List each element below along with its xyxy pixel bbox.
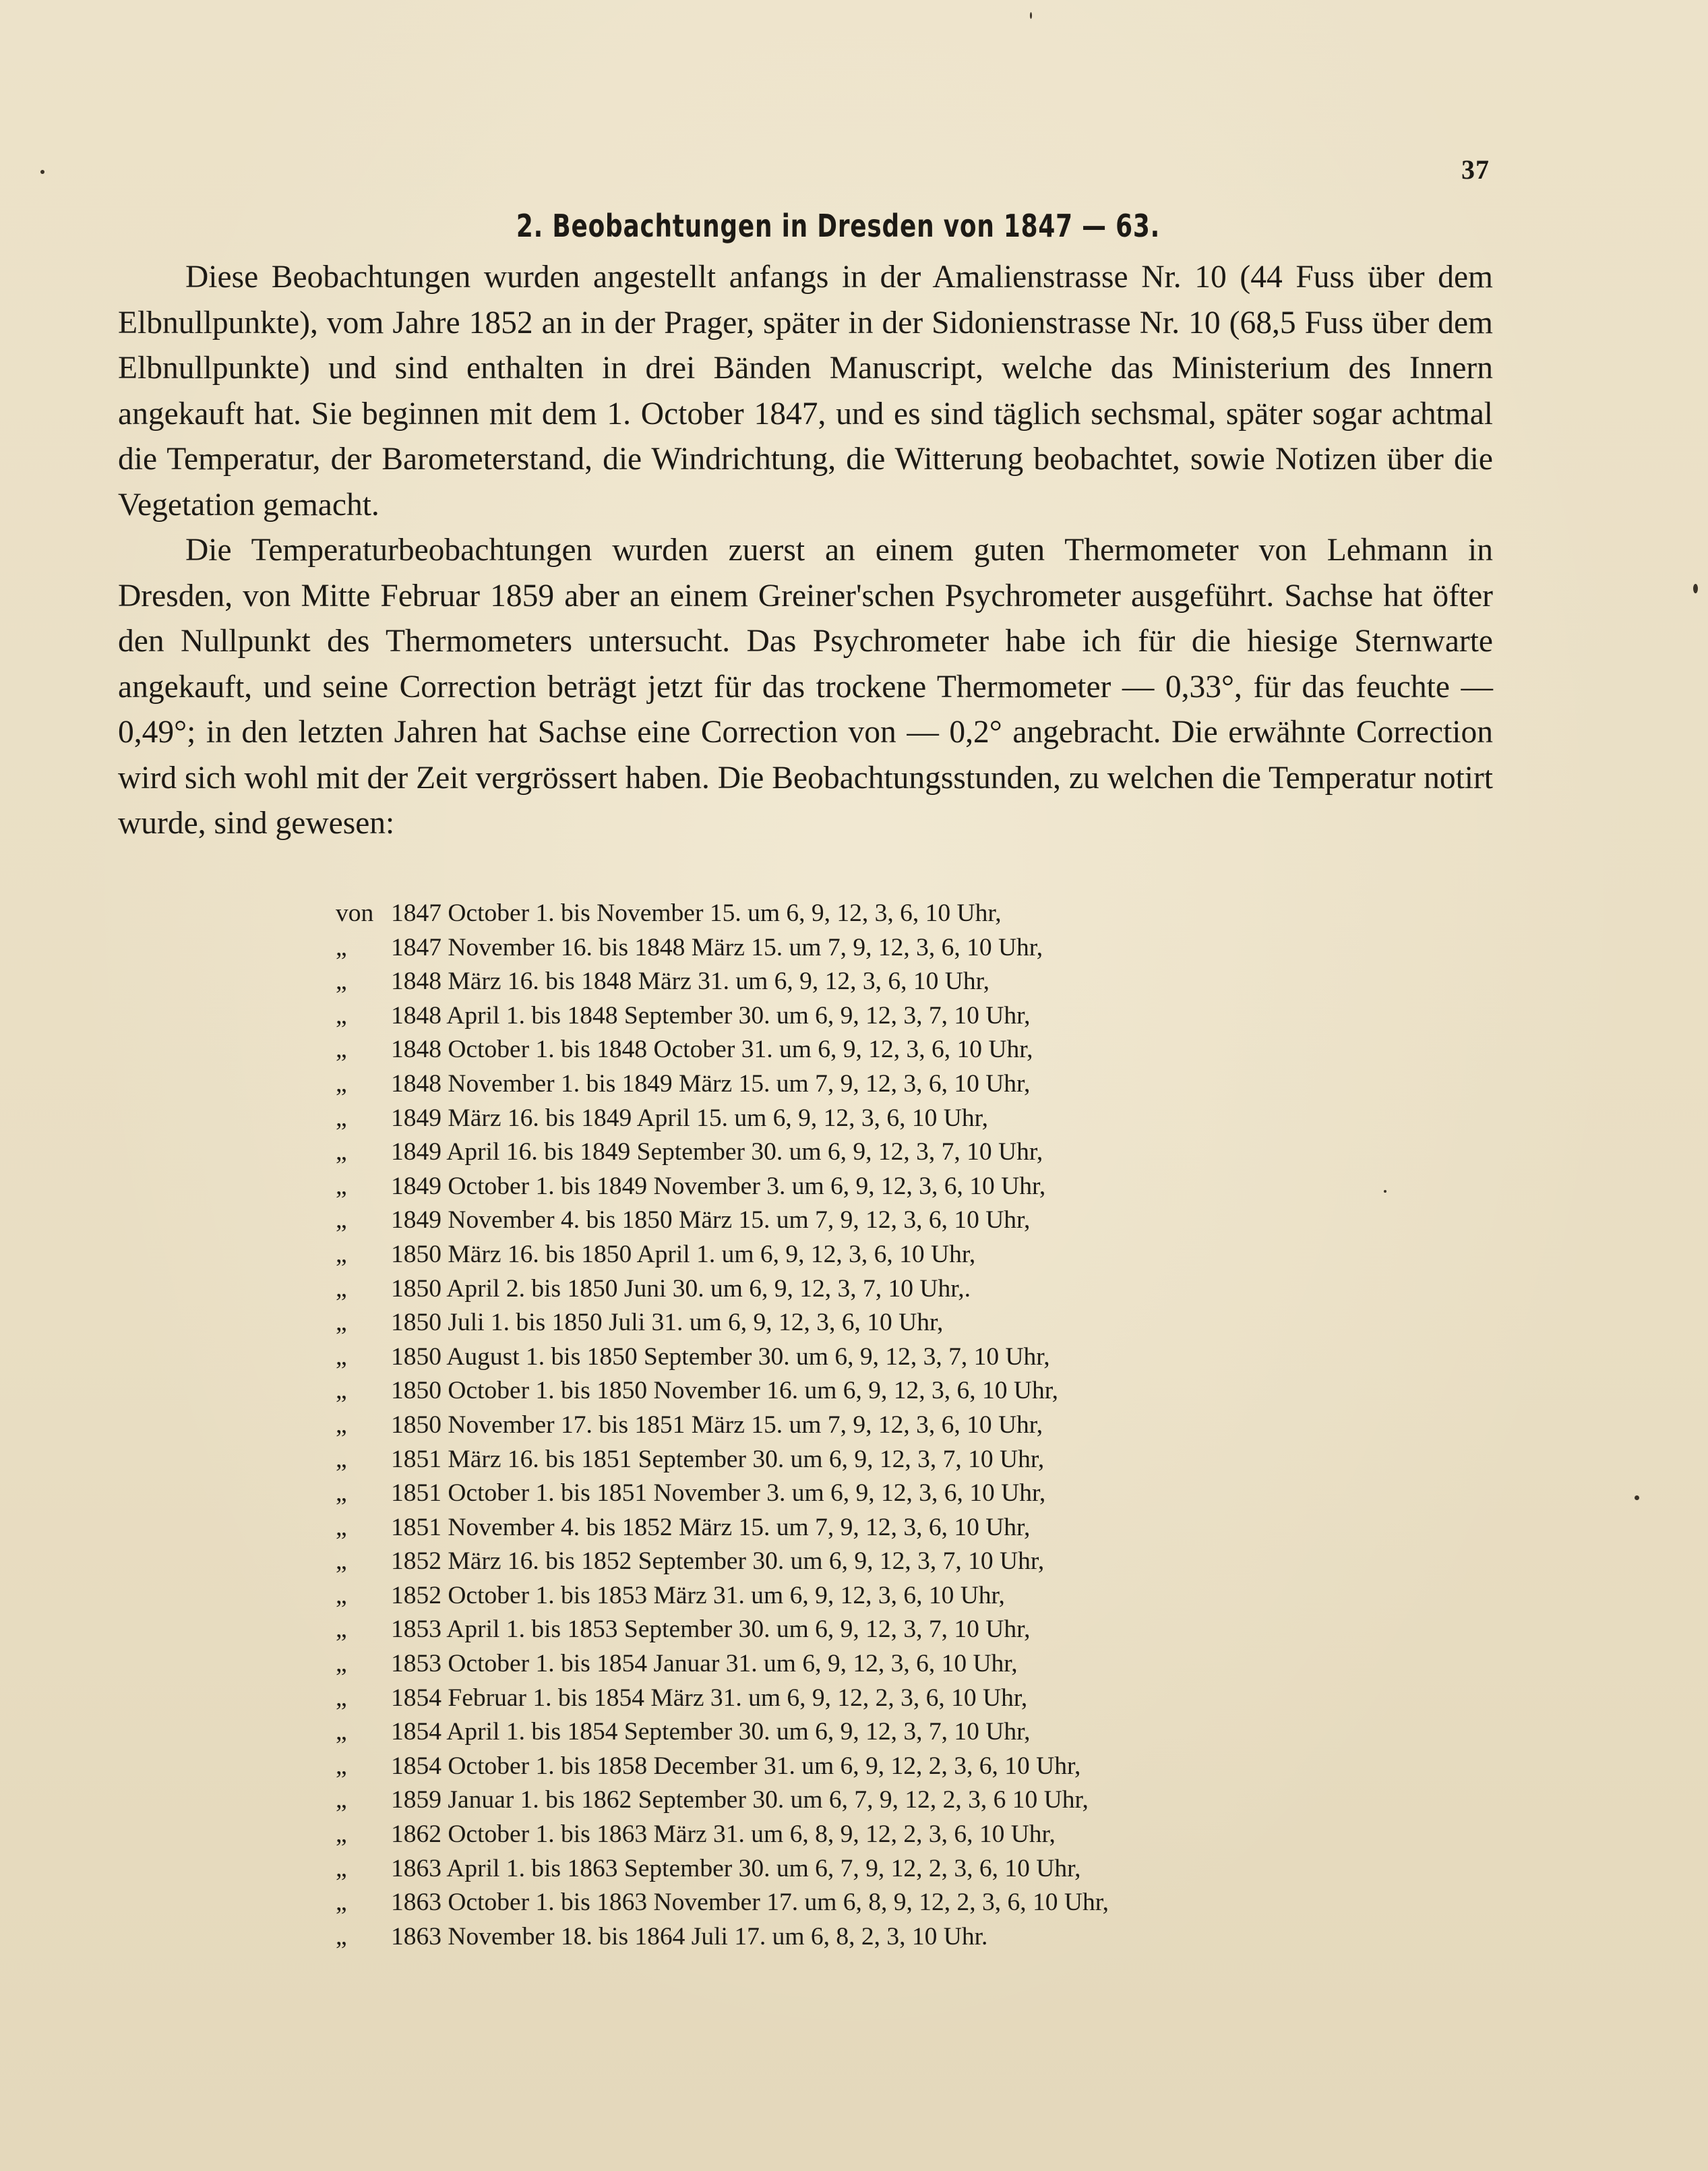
schedule-row xyxy=(336,965,1482,999)
schedule-row xyxy=(336,1715,1482,1750)
schedule-row-text: 1849 März 16. bis 1849 April 15. um 6, 9, 12, 3, 6, 10 Uhr, xyxy=(391,1104,988,1132)
schedule-row-prefix: „ xyxy=(336,933,347,961)
schedule-row xyxy=(336,1306,1482,1340)
schedule-row-text: 1850 October 1. bis 1850 November 16. um 6, 9, 12, 3, 6, 10 Uhr, xyxy=(391,1377,1059,1405)
schedule-row-text: 1850 August 1. bis 1850 September 30. um 6, 9, 12, 3, 7, 10 Uhr, xyxy=(391,1342,1050,1371)
schedule-row-prefix: „ xyxy=(336,1206,347,1235)
schedule-row xyxy=(336,1170,1482,1204)
paragraph: Diese Beobachtungen wurden angestellt anfangs in der Amalienstrasse Nr. 10 (44 Fuss über dem Elbnullpunkte), vom Jahre 1852 an in der Prager, später in der Sidonienstrasse Nr. 10 (68,5 Fuss über dem Elbnullpunkte) und sind enthalten in drei Bänden Manuscript, welche das Ministerium des Innern angekauft hat. Sie beginnen mit dem 1. October 1847, und es sind täglich sechsmal, später sogar achtmal die Temperatur, der Barometerstand, die Windrichtung, die Witterung beobachtet, sowie Notizen über die Vegetation gemacht. xyxy=(118,260,1493,523)
schedule-row-prefix: „ xyxy=(336,1820,347,1849)
schedule-row-text: 1853 April 1. bis 1853 September 30. um 6, 9, 12, 3, 7, 10 Uhr, xyxy=(391,1615,1031,1644)
schedule-row-prefix: „ xyxy=(336,1650,347,1678)
schedule-row-prefix: „ xyxy=(336,1104,347,1132)
schedule-row xyxy=(336,1579,1482,1613)
schedule-row-text: 1854 April 1. bis 1854 September 30. um 6, 9, 12, 3, 7, 10 Uhr, xyxy=(391,1718,1031,1746)
schedule-row xyxy=(336,1102,1482,1136)
schedule-row-text: 1859 Januar 1. bis 1862 September 30. um 6, 7, 9, 12, 2, 3, 6 10 Uhr, xyxy=(391,1786,1089,1814)
schedule-row-text: 1851 November 4. bis 1852 März 15. um 7, 9, 12, 3, 6, 10 Uhr, xyxy=(391,1513,1031,1541)
schedule-row-text: 1847 November 16. bis 1848 März 15. um 7, 9, 12, 3, 6, 10 Uhr, xyxy=(391,933,1043,961)
schedule-row xyxy=(336,1852,1482,1886)
schedule-row xyxy=(336,1067,1482,1102)
schedule-row-text: 1849 November 4. bis 1850 März 15. um 7, 9, 12, 3, 6, 10 Uhr, xyxy=(391,1206,1031,1235)
scan-speck xyxy=(1635,1495,1639,1500)
schedule-row xyxy=(336,1374,1482,1408)
scan-speck xyxy=(1030,12,1032,19)
schedule-row-prefix: „ xyxy=(336,1138,347,1166)
schedule-row-text: 1849 April 16. bis 1849 September 30. um 6, 9, 12, 3, 7, 10 Uhr, xyxy=(391,1138,1043,1166)
schedule-row xyxy=(336,1272,1482,1307)
schedule-row xyxy=(336,1340,1482,1375)
schedule-row-prefix: „ xyxy=(336,1786,347,1814)
schedule-row-text: 1848 April 1. bis 1848 September 30. um 6, 9, 12, 3, 7, 10 Uhr, xyxy=(391,1001,1031,1030)
schedule-row xyxy=(336,1135,1482,1170)
schedule-row-prefix: „ xyxy=(336,1684,347,1712)
schedule-row-text: 1852 März 16. bis 1852 September 30. um 6, 9, 12, 3, 7, 10 Uhr, xyxy=(391,1547,1045,1576)
schedule-row-prefix: „ xyxy=(336,1615,347,1644)
schedule-row-text: 1850 Juli 1. bis 1850 Juli 31. um 6, 9, 12, 3, 6, 10 Uhr, xyxy=(391,1309,944,1337)
schedule-row-prefix: „ xyxy=(336,1445,347,1473)
schedule-row xyxy=(336,1886,1482,1920)
schedule-row xyxy=(336,1647,1482,1682)
page-number: 37 xyxy=(1461,154,1490,185)
schedule-row xyxy=(336,931,1482,965)
schedule-row-text: 1850 März 16. bis 1850 April 1. um 6, 9, 12, 3, 6, 10 Uhr, xyxy=(391,1240,976,1268)
schedule-row xyxy=(336,1920,1482,1955)
schedule-row-text: 1853 October 1. bis 1854 Januar 31. um 6, 9, 12, 3, 6, 10 Uhr, xyxy=(391,1650,1018,1678)
schedule-row-text: 1850 November 17. bis 1851 März 15. um 7, 9, 12, 3, 6, 10 Uhr, xyxy=(391,1410,1043,1439)
schedule-row xyxy=(336,1033,1482,1067)
intro-text xyxy=(118,255,1493,847)
schedule-row xyxy=(336,1783,1482,1818)
schedule-row-prefix: „ xyxy=(336,1581,347,1609)
schedule-row-prefix: „ xyxy=(336,1274,347,1303)
schedule-row-prefix: „ xyxy=(336,1547,347,1576)
schedule-row-prefix: „ xyxy=(336,1342,347,1371)
schedule-row-prefix: „ xyxy=(336,1889,347,1917)
schedule-row xyxy=(336,999,1482,1034)
paragraph: Die Temperaturbeobachtungen wurden zuerst an einem guten Thermometer von Lehmann in Dresden, von Mitte Februar 1859 aber an einem Greiner'schen Psychrometer ausgeführt. Sachse hat öfter den Nullpunkt des Thermometers untersucht. Das Psychrometer habe ich für die hiesige Sternwarte angekauft, und seine Correction beträgt jetzt für das trockene Thermometer — 0,33°, für das feuchte — 0,49°; in den letzten Jahren hat Sachse eine Correction von — 0,2° angebracht. Die erwähnte Correction wird sich wohl mit der Zeit vergrössert haben. Die Beobachtungsstunden, zu welchen die Temperatur notirt wurde, sind gewesen: xyxy=(118,533,1493,841)
schedule-row-text: 1847 October 1. bis November 15. um 6, 9, 12, 3, 6, 10 Uhr, xyxy=(391,899,1002,927)
schedule-row xyxy=(336,1613,1482,1647)
schedule-row-text: 1863 November 18. bis 1864 Juli 17. um 6, 8, 2, 3, 10 Uhr. xyxy=(391,1922,988,1951)
schedule-row xyxy=(336,1408,1482,1443)
schedule-row-prefix: „ xyxy=(336,1240,347,1268)
schedule-row-prefix: „ xyxy=(336,1479,347,1508)
schedule-row-prefix: „ xyxy=(336,1036,347,1064)
schedule-row-text: 1854 Februar 1. bis 1854 März 31. um 6, 9, 12, 2, 3, 6, 10 Uhr, xyxy=(391,1684,1028,1712)
schedule-row-prefix: „ xyxy=(336,1069,347,1098)
schedule-row-prefix: „ xyxy=(336,1922,347,1951)
scan-speck xyxy=(1693,584,1698,593)
schedule-row-prefix: von xyxy=(336,899,374,927)
schedule-row-prefix: „ xyxy=(336,1309,347,1337)
schedule-row-text: 1852 October 1. bis 1853 März 31. um 6, 9, 12, 3, 6, 10 Uhr, xyxy=(391,1581,1005,1609)
schedule-row-text: 1854 October 1. bis 1858 December 31. um 6, 9, 12, 2, 3, 6, 10 Uhr, xyxy=(391,1752,1081,1780)
schedule-row-text: 1851 October 1. bis 1851 November 3. um 6, 9, 12, 3, 6, 10 Uhr, xyxy=(391,1479,1046,1508)
schedule-row xyxy=(336,1511,1482,1545)
schedule-row-text: 1863 April 1. bis 1863 September 30. um 6, 7, 9, 12, 2, 3, 6, 10 Uhr, xyxy=(391,1854,1081,1882)
scan-speck xyxy=(1384,1190,1386,1193)
schedule-row-text: 1851 März 16. bis 1851 September 30. um 6, 9, 12, 3, 7, 10 Uhr, xyxy=(391,1445,1045,1473)
schedule-row-text: 1848 October 1. bis 1848 October 31. um 6, 9, 12, 3, 6, 10 Uhr, xyxy=(391,1036,1033,1064)
schedule-row xyxy=(336,1545,1482,1579)
schedule-row xyxy=(336,1443,1482,1477)
schedule-row-text: 1848 November 1. bis 1849 März 15. um 7, 9, 12, 3, 6, 10 Uhr, xyxy=(391,1069,1031,1098)
schedule-row-text: 1863 October 1. bis 1863 November 17. um 6, 8, 9, 12, 2, 3, 6, 10 Uhr, xyxy=(391,1889,1109,1917)
schedule-row xyxy=(336,1682,1482,1716)
schedule-row-text: 1848 März 16. bis 1848 März 31. um 6, 9, 12, 3, 6, 10 Uhr, xyxy=(391,968,989,996)
schedule-row-text: 1862 October 1. bis 1863 März 31. um 6, 8, 9, 12, 2, 3, 6, 10 Uhr, xyxy=(391,1820,1056,1849)
schedule-row xyxy=(336,1203,1482,1238)
schedule-row-prefix: „ xyxy=(336,968,347,996)
schedule-row-prefix: „ xyxy=(336,1172,347,1200)
schedule-row-prefix: „ xyxy=(336,1854,347,1882)
schedule-row-text: 1850 April 2. bis 1850 Juni 30. um 6, 9, 12, 3, 7, 10 Uhr,. xyxy=(391,1274,971,1303)
schedule-row-prefix: „ xyxy=(336,1410,347,1439)
scan-speck xyxy=(40,170,44,174)
schedule-row-prefix: „ xyxy=(336,1001,347,1030)
schedule-row xyxy=(336,1750,1482,1784)
schedule-row-prefix: „ xyxy=(336,1752,347,1780)
schedule-row xyxy=(336,897,1482,931)
schedule-row-prefix: „ xyxy=(336,1718,347,1746)
observation-schedule xyxy=(336,897,1482,1954)
schedule-row xyxy=(336,1238,1482,1272)
schedule-row-prefix: „ xyxy=(336,1377,347,1405)
schedule-row-prefix: „ xyxy=(336,1513,347,1541)
schedule-row-text: 1849 October 1. bis 1849 November 3. um 6, 9, 12, 3, 6, 10 Uhr, xyxy=(391,1172,1046,1200)
section-heading: 2. Beobachtungen in Dresden von 1847 — 63. xyxy=(516,208,1161,244)
schedule-row xyxy=(336,1818,1482,1852)
schedule-row xyxy=(336,1477,1482,1511)
